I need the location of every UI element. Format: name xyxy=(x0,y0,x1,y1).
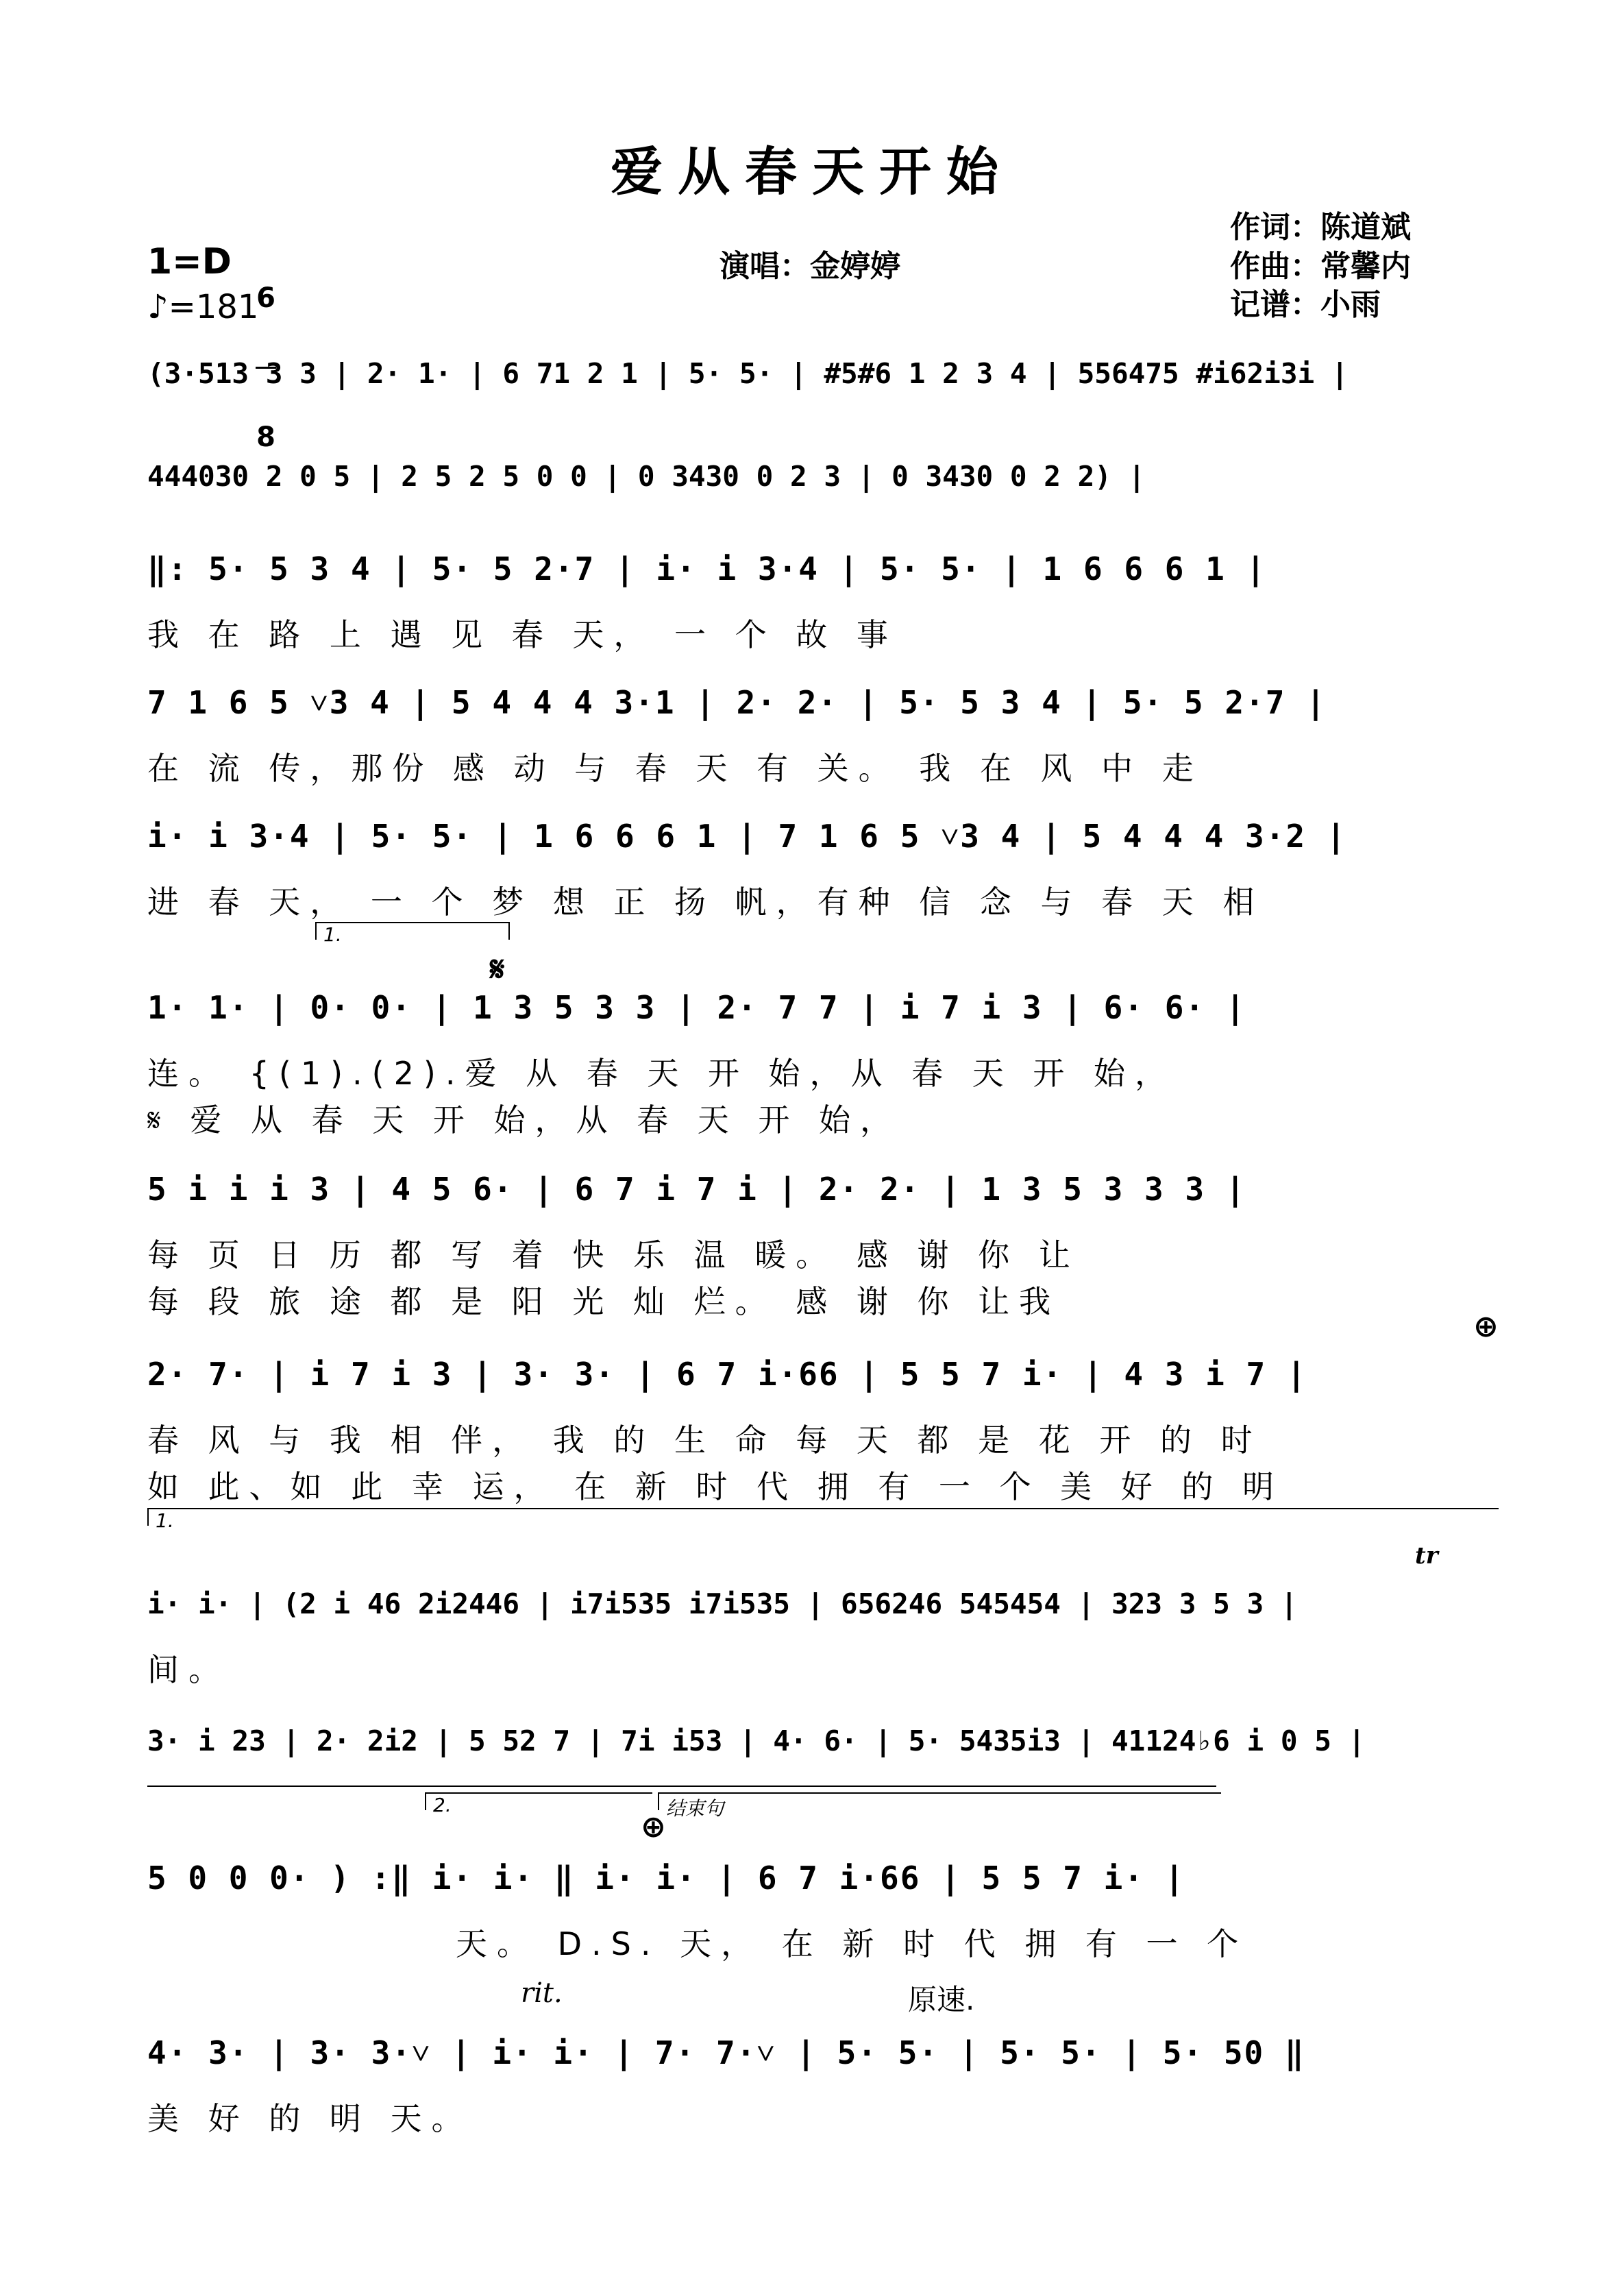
lyric-verse-1: 每 页 日 历 都 写 着 快 乐 温 暖。 感 谢 你 让 xyxy=(147,1236,1080,1273)
time-signature-bottom: 8 xyxy=(256,422,275,453)
system-10 xyxy=(147,1714,1490,1775)
composer-credit: 作曲：常馨内 xyxy=(1230,249,1411,284)
notation-line: 1· 1· | 0· 0· | 1 3 5 3 3 | 2· 7 7 | i 7 i 3 | 6· 6· | xyxy=(147,989,1246,1026)
system-7 xyxy=(147,1162,1490,1319)
system-6 xyxy=(147,980,1490,1138)
time-signature-top: 6 xyxy=(256,282,275,314)
notation-line: 7 1 6 5 ˅3 4 | 5 4 4 4 3·1 | 2· 2· | 5· 5 3 4 | 5· 5 2·7 | xyxy=(147,684,1327,721)
a-tempo-mark: 原速. xyxy=(908,1983,975,2016)
notation-line: i· i· | (2 i 46 2i2446 | i7i535 i7i535 | 656246 545454 | 323 3 5 3 | xyxy=(147,1587,1298,1620)
system-12 xyxy=(147,2025,1490,2135)
segno-sign: 𝄋 xyxy=(490,949,505,989)
notation-line: 4· 3· | 3· 3·˅ | i· i· | 7· 7·˅ | 5· 5· | 5· 5· | 5· 50 ‖ xyxy=(147,2034,1305,2071)
lyric-verse-2: 如 此、如 此 幸 运， 在 新 时 代 拥 有 一 个 美 好 的 明 xyxy=(147,1468,1283,1505)
lyric-verse-2: 每 段 旅 途 都 是 阳 光 灿 烂。 感 谢 你 让我 xyxy=(147,1283,1061,1320)
system-1 xyxy=(147,346,1490,408)
notation-line: 5 i i i 3 | 4 5 6· | 6 7 i 7 i | 2· 2· | 1 3 5 3 3 3 | xyxy=(147,1171,1246,1208)
lyric-verse-1: 连。 {(1).(2).爱 从 春 天 开 始，从 春 天 开 始， xyxy=(147,1055,1177,1092)
bracket-line xyxy=(147,1786,1216,1787)
system-4 xyxy=(147,675,1490,785)
volta-1-bracket: 1. xyxy=(315,922,510,940)
system-3 xyxy=(147,541,1490,651)
coda-sign-2: ⊕ xyxy=(641,1809,666,1844)
lyric-verse-1: 天。 D.S. 天， 在 新 时 代 拥 有 一 个 xyxy=(456,1925,1248,1962)
ending-bracket: 结束句 xyxy=(658,1792,1221,1810)
notation-line: ‖: 5· 5 3 4 | 5· 5 2·7 | i· i 3·4 | 5· 5· | 1 6 6 6 1 | xyxy=(147,550,1267,587)
system-9 xyxy=(147,1576,1490,1686)
volta-2-bracket: 2. xyxy=(425,1792,652,1810)
system-5 xyxy=(147,809,1490,921)
notation-line: 2· 7· | i 7 i 3 | 3· 3· | 6 7 i·66 | 5 5 7 i· | 4 3 i 7 | xyxy=(147,1356,1307,1393)
system-2 xyxy=(147,449,1490,511)
key-signature: 1=D xyxy=(147,241,232,282)
lyricist-credit: 作词：陈道斌 xyxy=(1230,210,1411,245)
coda-sign: ⊕ xyxy=(1473,1309,1499,1344)
volta-1-long-bracket: 1. xyxy=(147,1508,1499,1526)
system-8 xyxy=(147,1347,1490,1504)
tempo-marking: ♪=181 xyxy=(147,288,259,326)
notation-line: 3· i 23 | 2· 2i2 | 5 52 7 | 7i i53 | 4· 6· | 5· 5435i3 | 41124♭6 i 0 5 | xyxy=(147,1725,1366,1757)
notation-line: 5 0 0 0· ) :‖ i· i· ‖ i· i· | 6 7 i·66 | 5 5 7 i· | xyxy=(147,1860,1185,1897)
system-11 xyxy=(147,1851,1490,1960)
transcriber-credit: 记谱：小雨 xyxy=(1230,287,1381,322)
notation-line: (3·513 3 3 | 2· 1· | 6 71 2 1 | 5· 5· | #5#6 1 2 3 4 | 556475 #i62i3i | xyxy=(147,357,1349,390)
page-title: 爱从春天开始 xyxy=(611,141,1013,202)
ritardando-mark: rit. xyxy=(521,1977,563,2009)
lyric-verse-2: 𝄋 爱 从 春 天 开 始，从 春 天 开 始， xyxy=(147,1101,902,1138)
notation-line: 444030 2 0 5 | 2 5 2 5 0 0 | 0 3430 0 2 3 | 0 3430 0 2 2) | xyxy=(147,460,1146,493)
lyric-verse-1: 春 风 与 我 相 伴， 我 的 生 命 每 天 都 是 花 开 的 时 xyxy=(147,1422,1262,1459)
singer-credit: 演唱：金婷婷 xyxy=(719,249,900,284)
lyric-verse-1: 进 春 天， 一 个 梦 想 正 扬 帆，有种 信 念 与 春 天 相 xyxy=(147,883,1264,921)
lyric-verse-1: 在 流 传，那份 感 动 与 春 天 有 关。 我 在 风 中 走 xyxy=(147,750,1203,787)
lyric-verse-1: 我 在 路 上 遇 见 春 天， 一 个 故 事 xyxy=(147,616,898,653)
trill-mark: tr xyxy=(1415,1542,1438,1570)
notation-line: i· i 3·4 | 5· 5· | 1 6 6 6 1 | 7 1 6 5 ˅3 4 | 5 4 4 4 3·2 | xyxy=(147,818,1347,855)
lyric-verse-1: 间。 xyxy=(147,1651,230,1688)
lyric-verse-1: 美 好 的 明 天。 xyxy=(147,2100,473,2137)
